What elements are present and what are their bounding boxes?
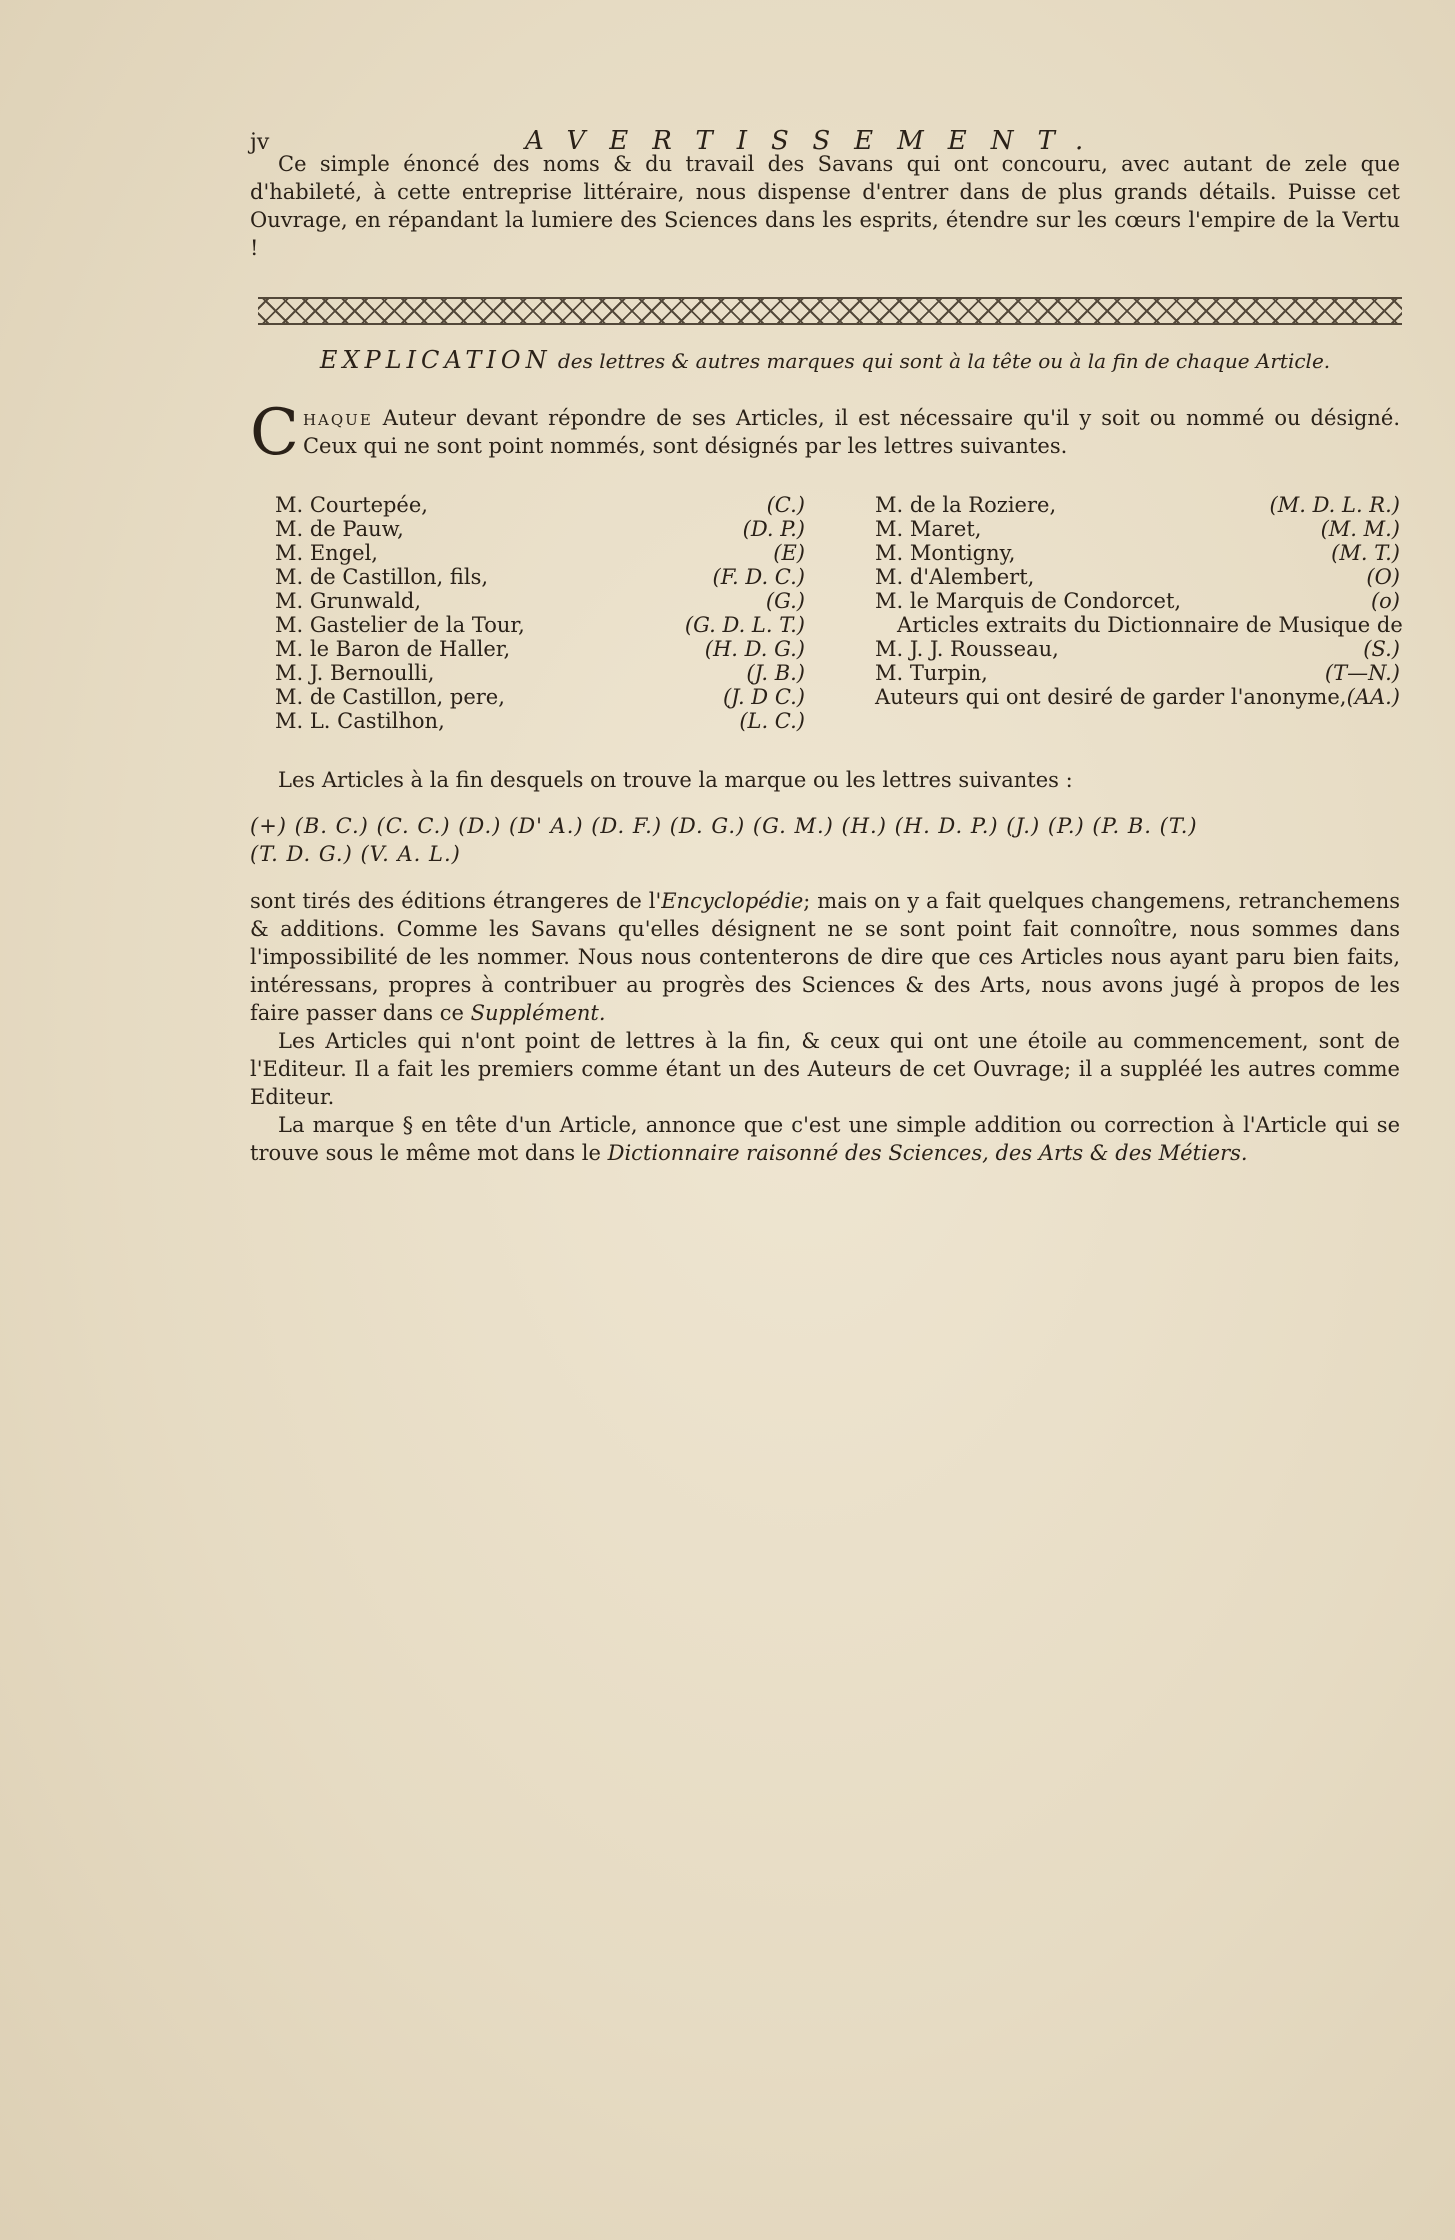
- author-code: (T—N.): [1324, 661, 1400, 685]
- text: La marque § en tête d'un Article, annonce que c'est une simple addition ou correction à l'Article qui se trouve sous le même mot dans le: [250, 1113, 1400, 1165]
- author-name: M. de Castillon, pere,: [275, 685, 505, 709]
- author-code: (O): [1366, 565, 1400, 589]
- author-code: (F. D. C.): [712, 565, 805, 589]
- decorative-border: [258, 297, 1402, 325]
- page-number: jv: [250, 130, 270, 155]
- marks-list: [250, 812, 1400, 868]
- author-row: [875, 637, 1400, 661]
- author-code: (o): [1370, 589, 1400, 613]
- intro-paragraph: Ce simple énoncé des noms & du travail des Savans qui ont concouru, avec autant de zele que d'habileté, à cette entreprise littéraire, nous dispense d'entrer dans de plus grands détails. Puisse cet Ouvrage, en répandant la lumiere des Sciences dans les esprits, étendre sur les cœurs l'empire de la Vertu !: [250, 152, 1400, 260]
- author-name: M. de Pauw,: [275, 517, 404, 541]
- text: ; mais on y a fait quelques changemens, retranchemens & additions. Comme les Savans qu'elles désignent ne se sont point fait connoître, nous sommes dans l'impossibilité de les nommer. Nous nous contenterons de dire que ces Articles nous ayant paru bien faits, intéressans, propres à contribuer au progrès des Sciences & des Arts, nous avons jugé à propos de les faire passer dans ce: [250, 889, 1400, 1025]
- author-code: (E): [773, 541, 805, 565]
- author-row: [275, 661, 805, 685]
- body-paragraphs: [250, 887, 1400, 1167]
- author-name: M. J. Bernoulli,: [275, 661, 435, 685]
- author-code: (M. D. L. R.): [1269, 493, 1400, 517]
- text-italic: Supplément.: [470, 1001, 606, 1025]
- paragraph-editeur: Les Articles qui n'ont point de lettres à la fin, & ceux qui ont une étoile au commencement, sont de l'Editeur. Il a fait les premiers comme étant un des Auteurs de cet Ouvrage; il a suppléé les autres comme Editeur.: [250, 1029, 1400, 1109]
- author-row: [875, 661, 1400, 685]
- author-row: [275, 565, 805, 589]
- author-row: [875, 565, 1400, 589]
- author-name: Auteurs qui ont desiré de garder l'anonyme,: [875, 685, 1347, 709]
- author-row: [875, 541, 1400, 565]
- author-name: M. Gastelier de la Tour,: [275, 613, 525, 637]
- author-name: M. L. Castilhon,: [275, 709, 445, 733]
- author-code: (AA.): [1346, 685, 1400, 709]
- author-code: (L. C.): [739, 709, 805, 733]
- author-name: M. le Baron de Haller,: [275, 637, 511, 661]
- text-italic: Encyclopédie: [661, 889, 804, 913]
- author-column-left: [275, 493, 805, 733]
- author-name: M. Courtepée,: [275, 493, 428, 517]
- page-title: AVERTISSEMENT.: [525, 126, 1108, 156]
- author-code: (S.): [1363, 637, 1400, 661]
- author-code: (C.): [766, 493, 805, 517]
- author-column-right: [875, 493, 1403, 709]
- author-code: (J. D C.): [722, 685, 805, 709]
- author-code: (D. P.): [742, 517, 805, 541]
- author-row: [275, 613, 805, 637]
- marks-line-2: (T. D. G.) (V. A. L.): [250, 842, 461, 866]
- author-name: M. le Marquis de Condorcet,: [875, 589, 1182, 613]
- text-italic: Dictionnaire raisonné des Sciences, des Arts & des Métiers.: [607, 1141, 1248, 1165]
- author-code: (G. D. L. T.): [684, 613, 805, 637]
- author-name: M. Montigny,: [875, 541, 1016, 565]
- author-row: [875, 589, 1400, 613]
- paragraph-marque: [250, 1111, 1400, 1167]
- section-title: [250, 346, 1400, 374]
- author-name: M. Maret,: [875, 517, 982, 541]
- les-articles-line: Les Articles à la fin desquels on trouve la marque ou les lettres suivantes :: [278, 768, 1073, 792]
- author-code: (G.): [765, 589, 805, 613]
- author-name: M. J. J. Rousseau,: [875, 637, 1059, 661]
- author-row: [275, 685, 805, 709]
- chaque-text: Auteur devant répondre de ses Articles, il est nécessaire qu'il y soit ou nommé ou désigné. Ceux qui ne sont point nommés, sont désignés par les lettres suivantes.: [302, 406, 1400, 458]
- author-name: M. de Castillon, fils,: [275, 565, 489, 589]
- drop-cap-lead: haque: [302, 406, 373, 430]
- author-name: M. Engel,: [275, 541, 378, 565]
- section-title-rest: des lettres & autres marques qui sont à la tête ou à la fin de chaque Article.: [551, 349, 1331, 373]
- author-name: M. d'Alembert,: [875, 565, 1035, 589]
- author-row: [275, 589, 805, 613]
- author-row: [275, 541, 805, 565]
- author-name: Articles extraits du Dictionnaire de Musique de: [897, 613, 1403, 637]
- author-row: [875, 613, 1403, 637]
- author-row: [275, 709, 805, 733]
- author-row: [275, 517, 805, 541]
- author-name: M. de la Roziere,: [875, 493, 1057, 517]
- chaque-paragraph: [250, 396, 1400, 470]
- section-title-caps: EXPLICATION: [319, 346, 552, 374]
- paragraph-sont: [250, 887, 1400, 1027]
- author-name: M. Turpin,: [875, 661, 988, 685]
- author-row: [275, 493, 805, 517]
- marks-line-1: (+) (B. C.) (C. C.) (D.) (D' A.) (D. F.) (D. G.) (G. M.) (H.) (H. D. P.) (J.) (P.) (P. B. (T.): [250, 814, 1198, 838]
- author-row: [875, 517, 1400, 541]
- author-code: (H. D. G.): [704, 637, 805, 661]
- author-row: [875, 493, 1400, 517]
- author-row: [275, 637, 805, 661]
- author-code: (J. B.): [746, 661, 805, 685]
- drop-cap: C: [250, 396, 299, 470]
- author-code: (M. T.): [1331, 541, 1400, 565]
- text: sont tirés des éditions étrangeres de l': [250, 889, 662, 913]
- author-row: [875, 685, 1400, 709]
- author-code: (M. M.): [1320, 517, 1400, 541]
- author-name: M. Grunwald,: [275, 589, 422, 613]
